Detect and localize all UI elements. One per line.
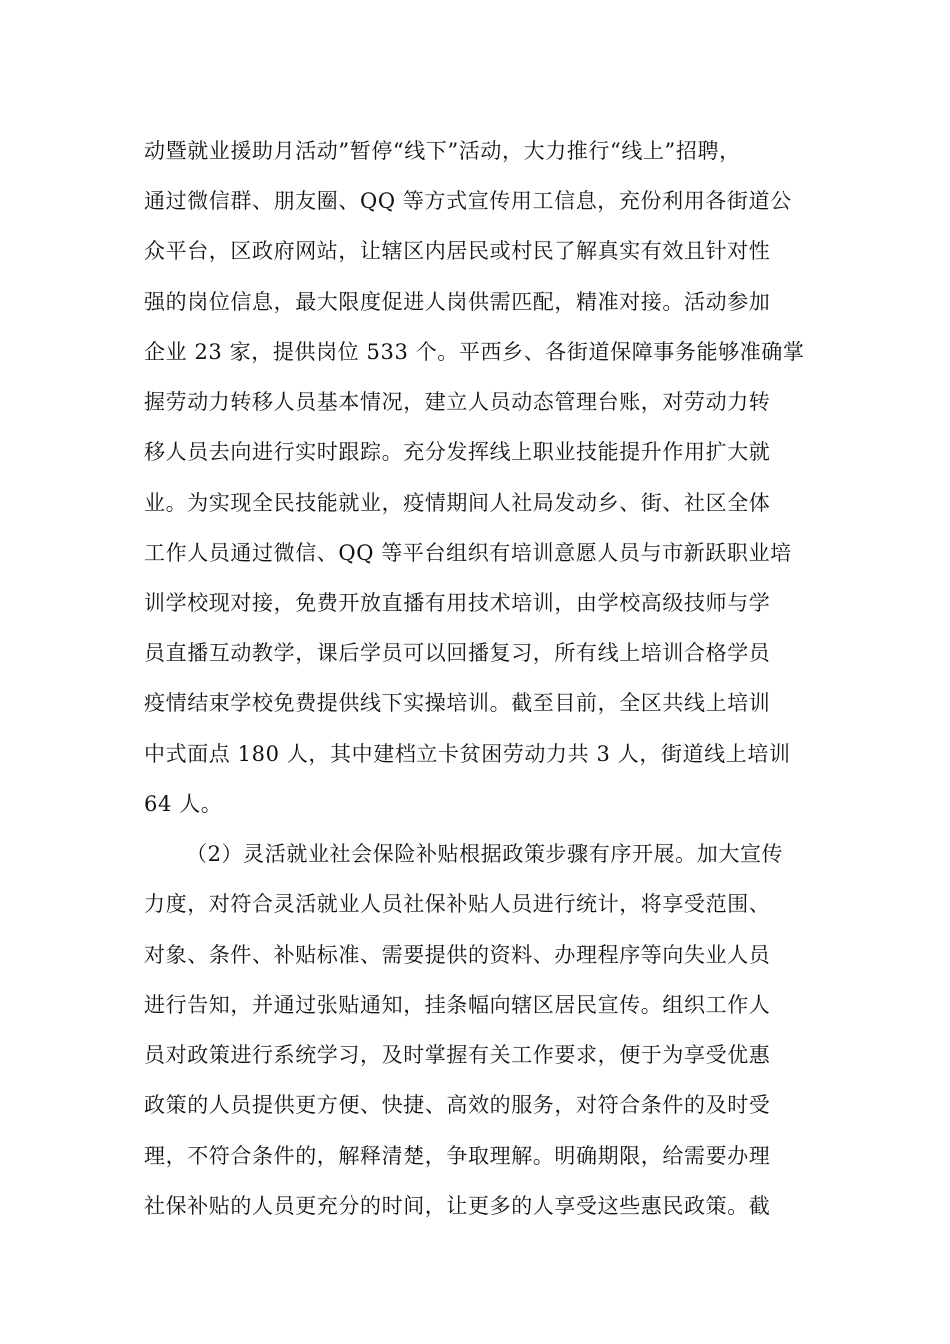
text-line: 移人员去向进行实时跟踪。充分发挥线上职业技能提升作用扩大就: [144, 440, 771, 464]
text-line: 社保补贴的人员更充分的时间，让更多的人享受这些惠民政策。截: [144, 1194, 771, 1218]
text-line: 进行告知，并通过张贴通知，挂条幅向辖区居民宣传。组织工作人: [144, 993, 771, 1017]
text-line: 工作人员通过微信、QQ 等平台组织有培训意愿人员与市新跃职业培: [144, 541, 792, 565]
text-line: 通过微信群、朋友圈、QQ 等方式宣传用工信息，充份利用各街道公: [144, 189, 792, 213]
text-line: 中式面点 180 人，其中建档立卡贫困劳动力共 3 人，街道线上培训: [144, 742, 791, 766]
text-line: 动暨就业援助月活动”暂停“线下”活动，大力推行“线上”招聘，: [144, 139, 741, 163]
text-line: 业。为实现全民技能就业，疫情期间人社局发动乡、街、社区全体: [144, 491, 771, 515]
text-line: 对象、条件、补贴标准、需要提供的资料、办理程序等向失业人员: [144, 943, 771, 967]
text-line: 员直播互动教学，课后学员可以回播复习，所有线上培训合格学员: [144, 641, 771, 665]
text-line: 政策的人员提供更方便、快捷、高效的服务，对符合条件的及时受: [144, 1093, 771, 1117]
text-line: 众平台，区政府网站，让辖区内居民或村民了解真实有效且针对性: [144, 239, 771, 263]
paragraph-start-line: （2）灵活就业社会保险补贴根据政策步骤有序开展。加大宣传: [186, 842, 784, 866]
text-line: 员对政策进行系统学习，及时掌握有关工作要求，便于为享受优惠: [144, 1043, 771, 1067]
text-line: 疫情结束学校免费提供线下实操培训。截至目前，全区共线上培训: [144, 691, 771, 715]
text-line: 力度，对符合灵活就业人员社保补贴人员进行统计，将享受范围、: [144, 892, 771, 916]
text-line: 训学校现对接，免费开放直播有用技术培训，由学校高级技师与学: [144, 591, 771, 615]
text-line: 理，不符合条件的，解释清楚，争取理解。明确期限，给需要办理: [144, 1144, 771, 1168]
text-line: 64 人。: [144, 792, 223, 816]
text-line: 握劳动力转移人员基本情况，建立人员动态管理台账，对劳动力转: [144, 390, 771, 414]
text-line: 强的岗位信息，最大限度促进人岗供需匹配，精准对接。活动参加: [144, 290, 771, 314]
text-line: 企业 23 家，提供岗位 533 个。平西乡、各街道保障事务能够准确掌: [144, 340, 805, 364]
